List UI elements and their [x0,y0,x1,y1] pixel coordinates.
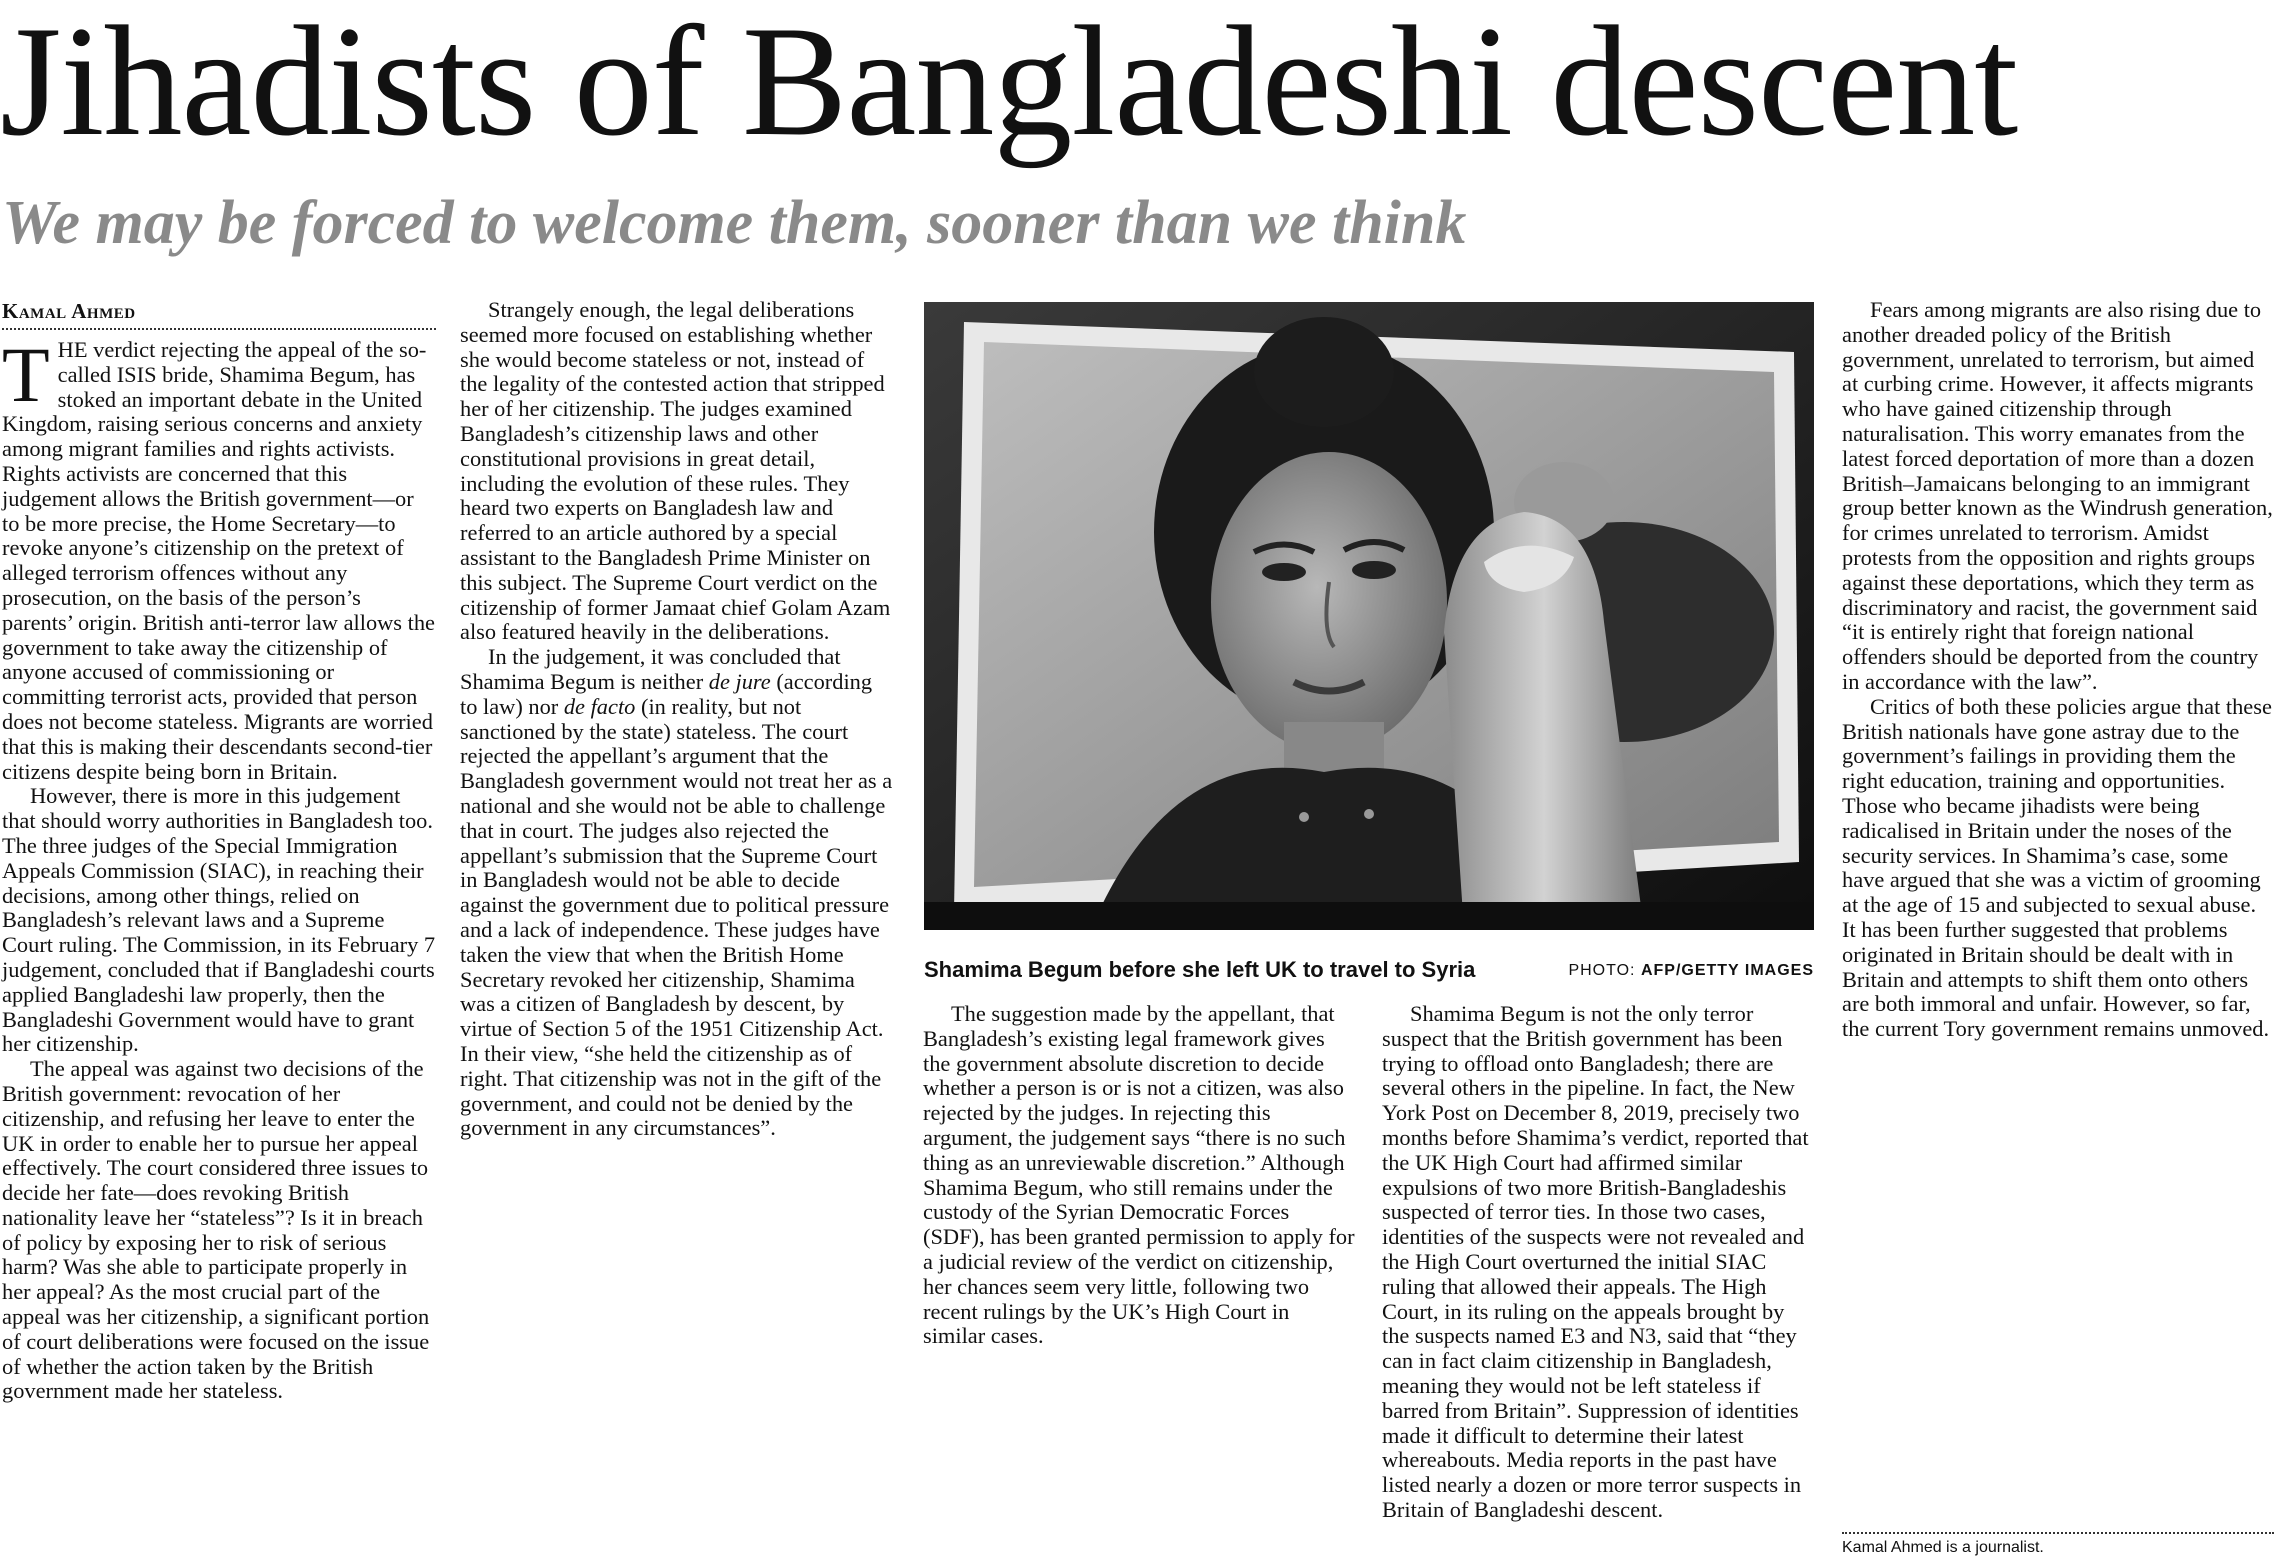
paragraph-2: However, there is more in this judgement that should worry authorities in Bangladesh too. The three judges of the Special Immigration Appeals Commission (SIAC), in reaching their decisions, among other things, relied on Bangladesh’s relevant laws and a Supreme Court ruling. The Commission, in its February 7 judgement, concluded that if Bangladeshi courts applied Bangladeshi law properly, then the Bangladeshi Government would have to grant her citizenship. [2,783,436,1057]
photo-credit-label: PHOTO: [1568,962,1636,979]
lead-smallcaps: HE [57,337,88,362]
paragraph-1-text: verdict rejecting the appeal of the so-called ISIS bride, Shamima Begum, has stoked an important debate in the United Kingdom, raising serious concerns and anxiety among migrant families and rights activists. Rights activists are concerned that this judgement allows the British government—or to be more precise, the Home Secretary—to revoke anyone’s citizenship on the pretext of alleged terrorism offences without any prosecution, on the basis of the person’s parents’ origin. British anti-terror law allows the government to take away the citizenship of anyone accused of commissioning or committing terrorist acts, provided that person does not become stateless. Migrants are worried that this is making their descendants second-tier citizens despite being born in Britain. [2,337,435,784]
article-photo [924,302,1814,930]
paragraph-3: The appeal was against two decisions of the British government: revocation of her citizenship, and refusing her leave to enter the UK in order to enable her to pursue her appeal effectively. The court considered three issues to decide her fate—does revoking British nationality leave her “stateless”? Is it in breach of policy by exposing her to risk of serious harm? Was she able to participate properly in her appeal? As the most crucial part of the appeal was her citizenship, a significant portion of court deliberations were focused on the issue of whether the action taken by the British government made her stateless. [2,1056,430,1404]
article-column-4 [1382,1002,1814,1523]
face-shape [1211,452,1447,752]
paragraph-4: Strangely enough, the legal deliberations seemed more focused on establishing whether she would become stateless or not, instead of the legality of the contested action that stripped her of her citizenship. The judges examined Bangladesh’s citizenship laws and other constitutional provisions in great detail, including the evolution of these rules. They heard two experts on Bangladesh law and referred to an article authored by a special assistant to the Bangladesh Prime Minister on this subject. The Supreme Court verdict on the citizenship of former Jamaat chief Golam Azam also featured heavily in the deliberations. [460,297,891,645]
photo-credit [1568,960,1814,982]
photo-caption-row [924,956,1814,986]
lead-paragraph [2,331,436,784]
subheadline: We may be forced to welcome them, sooner than we think [2,189,1467,257]
drop-cap: T [2,331,50,418]
article-column-3 [923,1002,1355,1349]
paragraph-6: The suggestion made by the appellant, that Bangladesh’s existing legal framework gives the government absolute discretion to decide whether a person is or is not a citizen, was also rejected by the judges. In rejecting this argument, the judgement says “there is no such thing as an unreviewable discretion.” Although Shamima Begum, who still remains under the custody of the Syrian Democratic Forces (SDF), has been granted permission to apply for a judicial review of the verdict on citizenship, her chances seem very little, following two recent rulings by the UK’s High Court in similar cases. [923,1001,1355,1349]
paragraph-8: Fears among migrants are also rising due to another dreaded policy of the British government, unrelated to terrorism, but aimed at curbing crime. However, it affects migrants who have gained citizenship through naturalisation. This worry emanates from the latest forced deportation of more than a dozen British–Jamaicans belonging to an immigrant group better known as the Windrush generation, for crimes unrelated to terrorism. Amidst protests from the opposition and rights groups against these deportations, which they term as discriminatory and racist, the government said “it is entirely right that foreign national offenders should be deported from the country in accordance with the law”. [1842,297,2273,694]
footnote-divider [1842,1532,2274,1534]
photo-caption: Shamima Begum before she left UK to travel to Syria [924,957,1476,982]
byline: Kamal Ahmed [2,298,436,330]
paragraph-5-part-b: (according to law) nor [460,668,873,719]
author-footnote: Kamal Ahmed is a journalist. [1842,1539,2044,1556]
article-column-2 [460,298,894,1141]
article-column-5 [1842,298,2274,1042]
headline: Jihadists of Bangladeshi descent [0,0,2018,169]
paragraph-5-part-c: (in reality, but not sanctioned by the state) stateless. The court rejected the appellant’s argument that the Bangladesh government would not treat her as a national and she would not be able to challenge that in court. The judges also rejected the appellant’s submission that the Supreme Court in Bangladesh would not be able to decide against the government due to political pressure and a lack of independence. These judges have taken the view that when the British Home Secretary revoked her citizenship, Shamima was a citizen of Bangladesh by descent, by virtue of Section 5 of the 1951 Citizenship Act. In their view, “she held the citizenship as of right. That citizenship was not in the gift of the government, and could not be denied by the government in any circumstances”. [460,693,893,1141]
term-de-jure: de jure [708,668,771,694]
article-column-1 [2,298,436,1404]
paragraph-9: Critics of both these policies argue that these British nationals have gone astray due to the government’s failings in providing them the right education, training and opportunities. Those who became jihadists were being radicalised in Britain under the noses of the security services. In Shamima’s case, some have argued that she was a victim of grooming at the age of 15 and subjected to sexual abuse. It has been further suggested that problems originated in Britain should be dealt with in Britain and attempts to shift them onto others are both immoral and unfair. However, so far, the current Tory government remains unmoved. [1842,693,2272,1042]
term-de-facto: de facto [563,693,636,719]
paragraph-5-part-a: In the judgement, it was concluded that Shamima Begum is neither [460,644,841,694]
photo-illustration [924,302,1814,930]
paragraph-5 [460,645,894,1141]
photo-credit-source: AFP/GETTY IMAGES [1640,962,1814,979]
paragraph-7: Shamima Begum is not the only terror suspect that the British government has been trying to offload onto Bangladesh; there are several others in the pipeline. In fact, the New York Post on December 8, 2019, precisely two months before Shamima’s verdict, reported that the UK High Court had affirmed similar expulsions of two more British-Bangladeshis suspected of terror ties. In those two cases, identities of the suspects were not revealed and the High Court overturned the initial SIAC ruling that allowed their appeals. The High Court, in its ruling on the appeals brought by the suspects named E3 and N3, said that “they can in fact claim citizenship in Bangladesh, meaning they would not be left stateless if barred from Britain”. Suppression of identities made it difficult to determine their latest whereabouts. Media reports in the past have listed nearly a dozen or more terror suspects in Britain of Bangladeshi descent. [1382,1001,1809,1522]
